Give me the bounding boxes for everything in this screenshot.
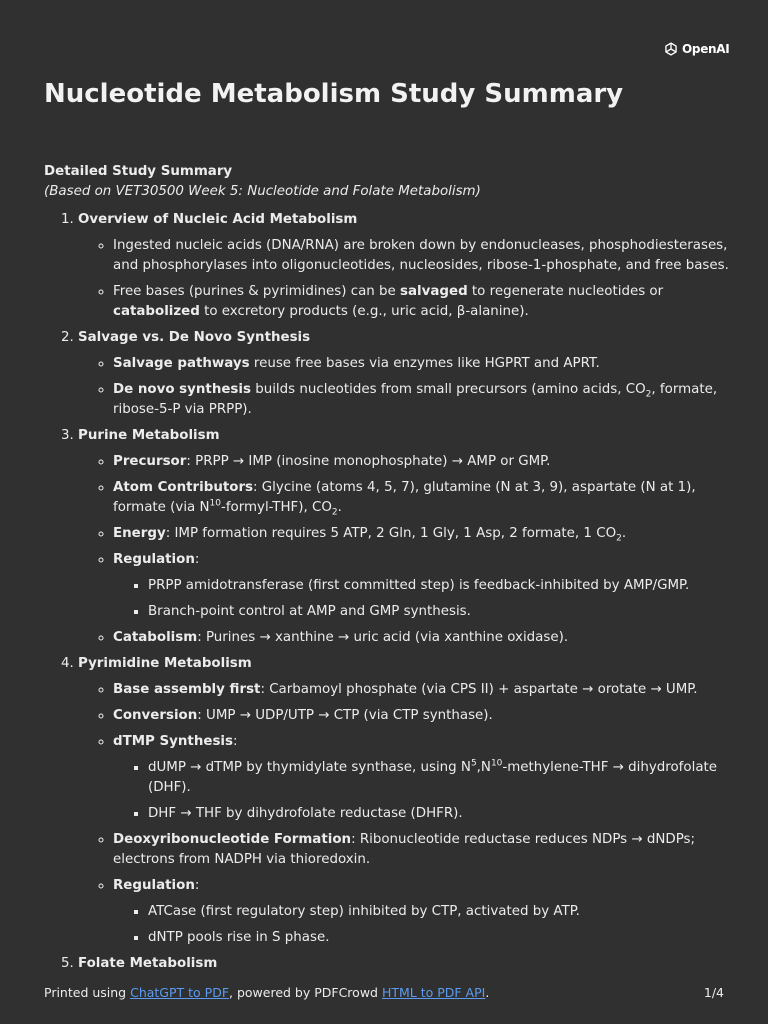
section-title: Salvage vs. De Novo Synthesis xyxy=(78,330,311,345)
html-to-pdf-api-link[interactable]: HTML to PDF API xyxy=(381,985,486,1000)
bullet-list xyxy=(78,354,734,420)
openai-logo xyxy=(663,40,729,58)
section-pyrimidine xyxy=(78,654,734,948)
section-purine xyxy=(78,426,734,648)
bullet-item: ◦ dTMP Synthesis: ▪ dUMP → dTMP by thymidylate synthase, using $N^5,N^{10}-methylene$-THF → dihydrofolate (DHF). ▪ DHF → THF by dihydrofolate reductase (DHFR). xyxy=(113,732,734,824)
summary-heading: Detailed Study Summary xyxy=(44,164,233,179)
section-salvage xyxy=(78,328,734,420)
bullet-item: ◦ Precursor: PRPP → IMP (inosine monophosphate) → AMP or GMP. xyxy=(113,452,734,472)
bullet-item: ◦ De novo synthesis builds nucleotides from small precursors (amino acids, $CO_2$, formate, ribose-5-P via PRPP). xyxy=(113,380,734,420)
bullet-list xyxy=(78,452,734,648)
bullet-item: ◦ Deoxyribonucleotide Formation: Ribonucleotide reductase reduces NDPs → dNDPs; electrons from NADPH via thioredoxin. xyxy=(113,830,734,870)
bullet-list xyxy=(78,680,734,948)
bullet-item: ◦ Energy: IMP formation requires 5 ATP, 2 Gln, 1 Gly, 1 Asp, 2 formate, 1 $CO_2$. xyxy=(113,524,734,544)
bullet-item: ◦ Conversion: UMP → UDP/UTP → CTP (via CTP synthase). xyxy=(113,706,734,726)
page-footer xyxy=(44,984,724,1002)
bullet-item: ◦ Regulation: ▪ PRPP amidotransferase (first committed step) is feedback-inhibited by AMP/GMP. ▪ Branch-point control at AMP and GMP synthesis. xyxy=(113,550,734,622)
summary-subtitle: (Based on VET30500 Week 5: Nucleotide and Folate Metabolism) xyxy=(44,184,481,199)
sub-bullet-item: ▪ dUMP → dTMP by thymidylate synthase, using $N^5,N^{10}-methylene$-THF → dihydrofolate (DHF). xyxy=(148,758,734,798)
sub-bullet-item: ▪ Branch-point control at AMP and GMP synthesis. xyxy=(148,602,734,622)
section-title: Overview of Nucleic Acid Metabolism xyxy=(78,212,358,227)
bullet-list xyxy=(78,236,734,322)
bullet-item: ◦ Ingested nucleic acids (DNA/RNA) are broken down by endonucleases, phosphodiesterases, and phosphorylases into oligonucleotides, nucleosides, ribose-1-phosphate, and free bases. xyxy=(113,236,734,276)
bullet-item: ◦ Free bases (purines & pyrimidines) can be salvaged to regenerate nucleotides or catabolized to excretory products (e.g., uric acid, β-alanine). xyxy=(113,282,734,322)
section-list xyxy=(44,210,734,974)
bullet-item: ◦ Base assembly first: Carbamoyl phosphate (via CPS II) + aspartate → orotate → UMP. xyxy=(113,680,734,700)
section-folate xyxy=(78,954,734,974)
sub-bullet-item: ▪ dNTP pools rise in S phase. xyxy=(148,928,734,948)
bullet-item: ◦ Regulation: ▪ ATCase (first regulatory step) inhibited by CTP, activated by ATP. ▪ dNTP pools rise in S phase. xyxy=(113,876,734,948)
page-number: 1/4 xyxy=(703,985,724,1000)
document-body xyxy=(44,162,734,980)
section-title: Folate Metabolism xyxy=(78,956,218,971)
sub-bullet-item: ▪ ATCase (first regulatory step) inhibited by CTP, activated by ATP. xyxy=(148,902,734,922)
sub-bullet-item: ▪ DHF → THF by dihydrofolate reductase (DHFR). xyxy=(148,804,734,824)
section-overview xyxy=(78,210,734,322)
footer-credit: Printed using ChatGPT to PDF, powered by PDFCrowd HTML to PDF API. xyxy=(44,985,490,1000)
sub-bullet-list xyxy=(113,576,734,622)
section-title: Pyrimidine Metabolism xyxy=(78,656,252,671)
section-title: Purine Metabolism xyxy=(78,428,220,443)
logo-text: OpenAI xyxy=(682,42,730,56)
bullet-item: ◦ Atom Contributors: Glycine (atoms 4, 5, 7), glutamine (N at 3, 9), aspartate (N at 1), formate (via $N^{10}-formyl-THF$), $CO_2$. xyxy=(113,478,734,518)
sub-bullet-list xyxy=(113,758,734,824)
sub-bullet-list xyxy=(113,902,734,948)
bullet-item: ◦ Salvage pathways reuse free bases via enzymes like HGPRT and APRT. xyxy=(113,354,734,374)
page-title: Nucleotide Metabolism Study Summary xyxy=(44,79,624,109)
bullet-item: ◦ Catabolism: Purines → xanthine → uric acid (via xanthine oxidase). xyxy=(113,628,734,648)
sub-bullet-item: ▪ PRPP amidotransferase (first committed step) is feedback-inhibited by AMP/GMP. xyxy=(148,576,734,596)
chatgpt-to-pdf-link[interactable]: ChatGPT to PDF xyxy=(130,985,230,1000)
openai-knot-icon xyxy=(663,41,679,57)
